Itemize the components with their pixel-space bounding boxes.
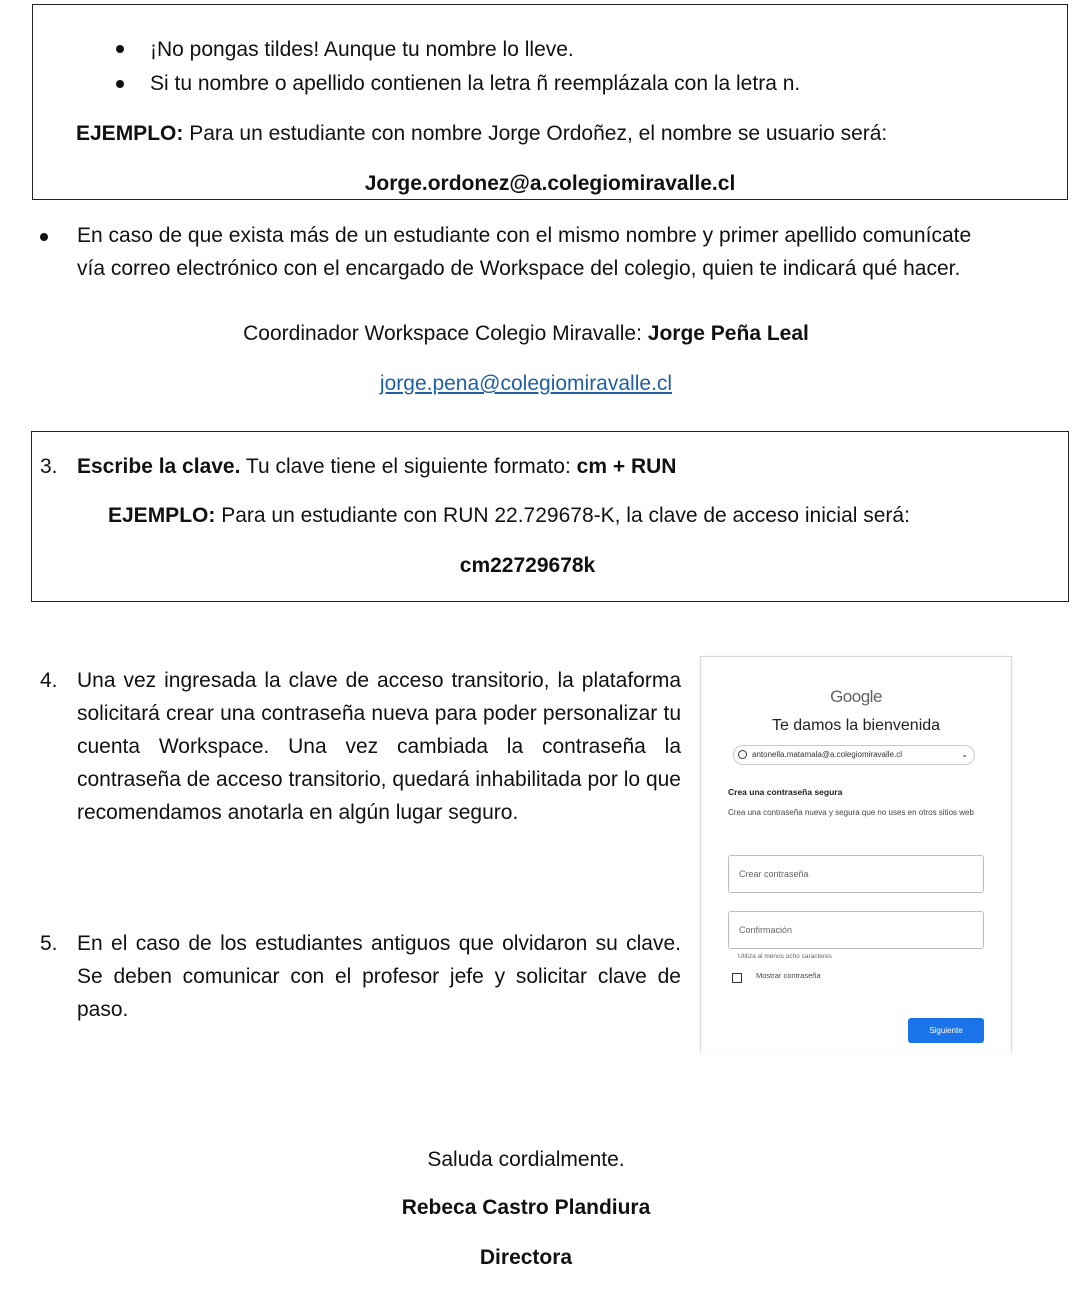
coordinator-name: Jorge Peña Leal [647, 322, 809, 345]
secure-password-heading: Crea una contraseña segura [728, 787, 843, 797]
account-email: antonella.matamala@a.colegiomiravalle.cl [752, 750, 902, 759]
confirm-password-field: Confirmación [728, 911, 984, 949]
coordinator-email-link[interactable]: jorge.pena@colegiomiravalle.cl [379, 372, 673, 395]
step3-number: 3. [40, 455, 58, 478]
bullet-icon [116, 80, 124, 88]
bullet-icon [116, 45, 124, 53]
step3-text: Tu clave tiene el siguiente formato: [245, 455, 571, 478]
step3-format: cm + RUN [576, 455, 677, 478]
signer-role: Directora [479, 1246, 573, 1269]
password-hint: Utiliza al menos ocho caracteres [738, 953, 832, 960]
rule-no-accents: ¡No pongas tildes! Aunque tu nombre lo lleve. [150, 38, 574, 61]
example-text: Para un estudiante con nombre Jorge Ordoñez, el nombre se usuario será: [189, 122, 888, 145]
google-password-screenshot [700, 656, 1012, 1052]
step5-number: 5. [40, 932, 58, 955]
show-password-label: Mostrar contraseña [756, 971, 821, 980]
show-password-checkbox [732, 973, 742, 983]
create-password-field: Crear contraseña [728, 855, 984, 893]
account-chip [733, 745, 975, 765]
chevron-down-icon: ⌄ [961, 750, 968, 759]
step4-text: Una vez ingresada la clave de acceso transitorio, la plataforma solicitará crear una contraseña nueva para poder personalizar tu cuenta Workspace. Una vez cambiada la contraseña la contraseña de acceso transitorio, quedará inhabilitada por lo que recomendamos anotarla en algún lugar seguro. [77, 669, 681, 824]
username-example [76, 117, 887, 150]
next-button: Siguiente [908, 1018, 984, 1043]
welcome-title: Te damos la bienvenida [771, 717, 941, 734]
bullet-icon [40, 233, 48, 241]
coordinator-line [0, 317, 1052, 350]
rule-replace-n: Si tu nombre o apellido contienen la letra ñ reemplázala con la letra n. [150, 72, 801, 95]
step3-title: Escribe la clave. [77, 455, 241, 478]
closing-greeting: Saluda cordialmente. [427, 1148, 625, 1171]
step3-example-label: EJEMPLO: [108, 504, 216, 527]
step5-text: En el caso de los estudiantes antiguos que olvidaron su clave. Se deben comunicar con el profesor jefe y solicitar clave de paso. [77, 932, 681, 1021]
duplicate-note-line-1: En caso de que exista más de un estudiante con el mismo nombre y primer apellido comunícate [77, 224, 972, 247]
account-circle-icon [738, 750, 747, 759]
secure-password-subtext: Crea una contraseña nueva y segura que no uses en otros sitios web [728, 808, 974, 817]
google-logo: Google [830, 687, 882, 706]
signer-name: Rebeca Castro Plandiura [401, 1196, 651, 1219]
example-label: EJEMPLO: [76, 122, 184, 145]
step3-example-password: cm22729678k [459, 554, 596, 577]
coordinator-email-line [0, 367, 1052, 400]
step3-example-text: Para un estudiante con RUN 22.729678-K, la clave de acceso inicial será: [221, 504, 910, 527]
coordinator-label: Coordinador Workspace Colegio Miravalle: [243, 322, 642, 345]
step3-example [108, 499, 910, 532]
step3-line [77, 450, 676, 483]
step4-number: 4. [40, 669, 58, 692]
example-username: Jorge.ordonez@a.colegiomiravalle.cl [364, 172, 736, 195]
duplicate-note-line-2: vía correo electrónico con el encargado de Workspace del colegio, quien te indicará qué hacer. [77, 257, 961, 280]
